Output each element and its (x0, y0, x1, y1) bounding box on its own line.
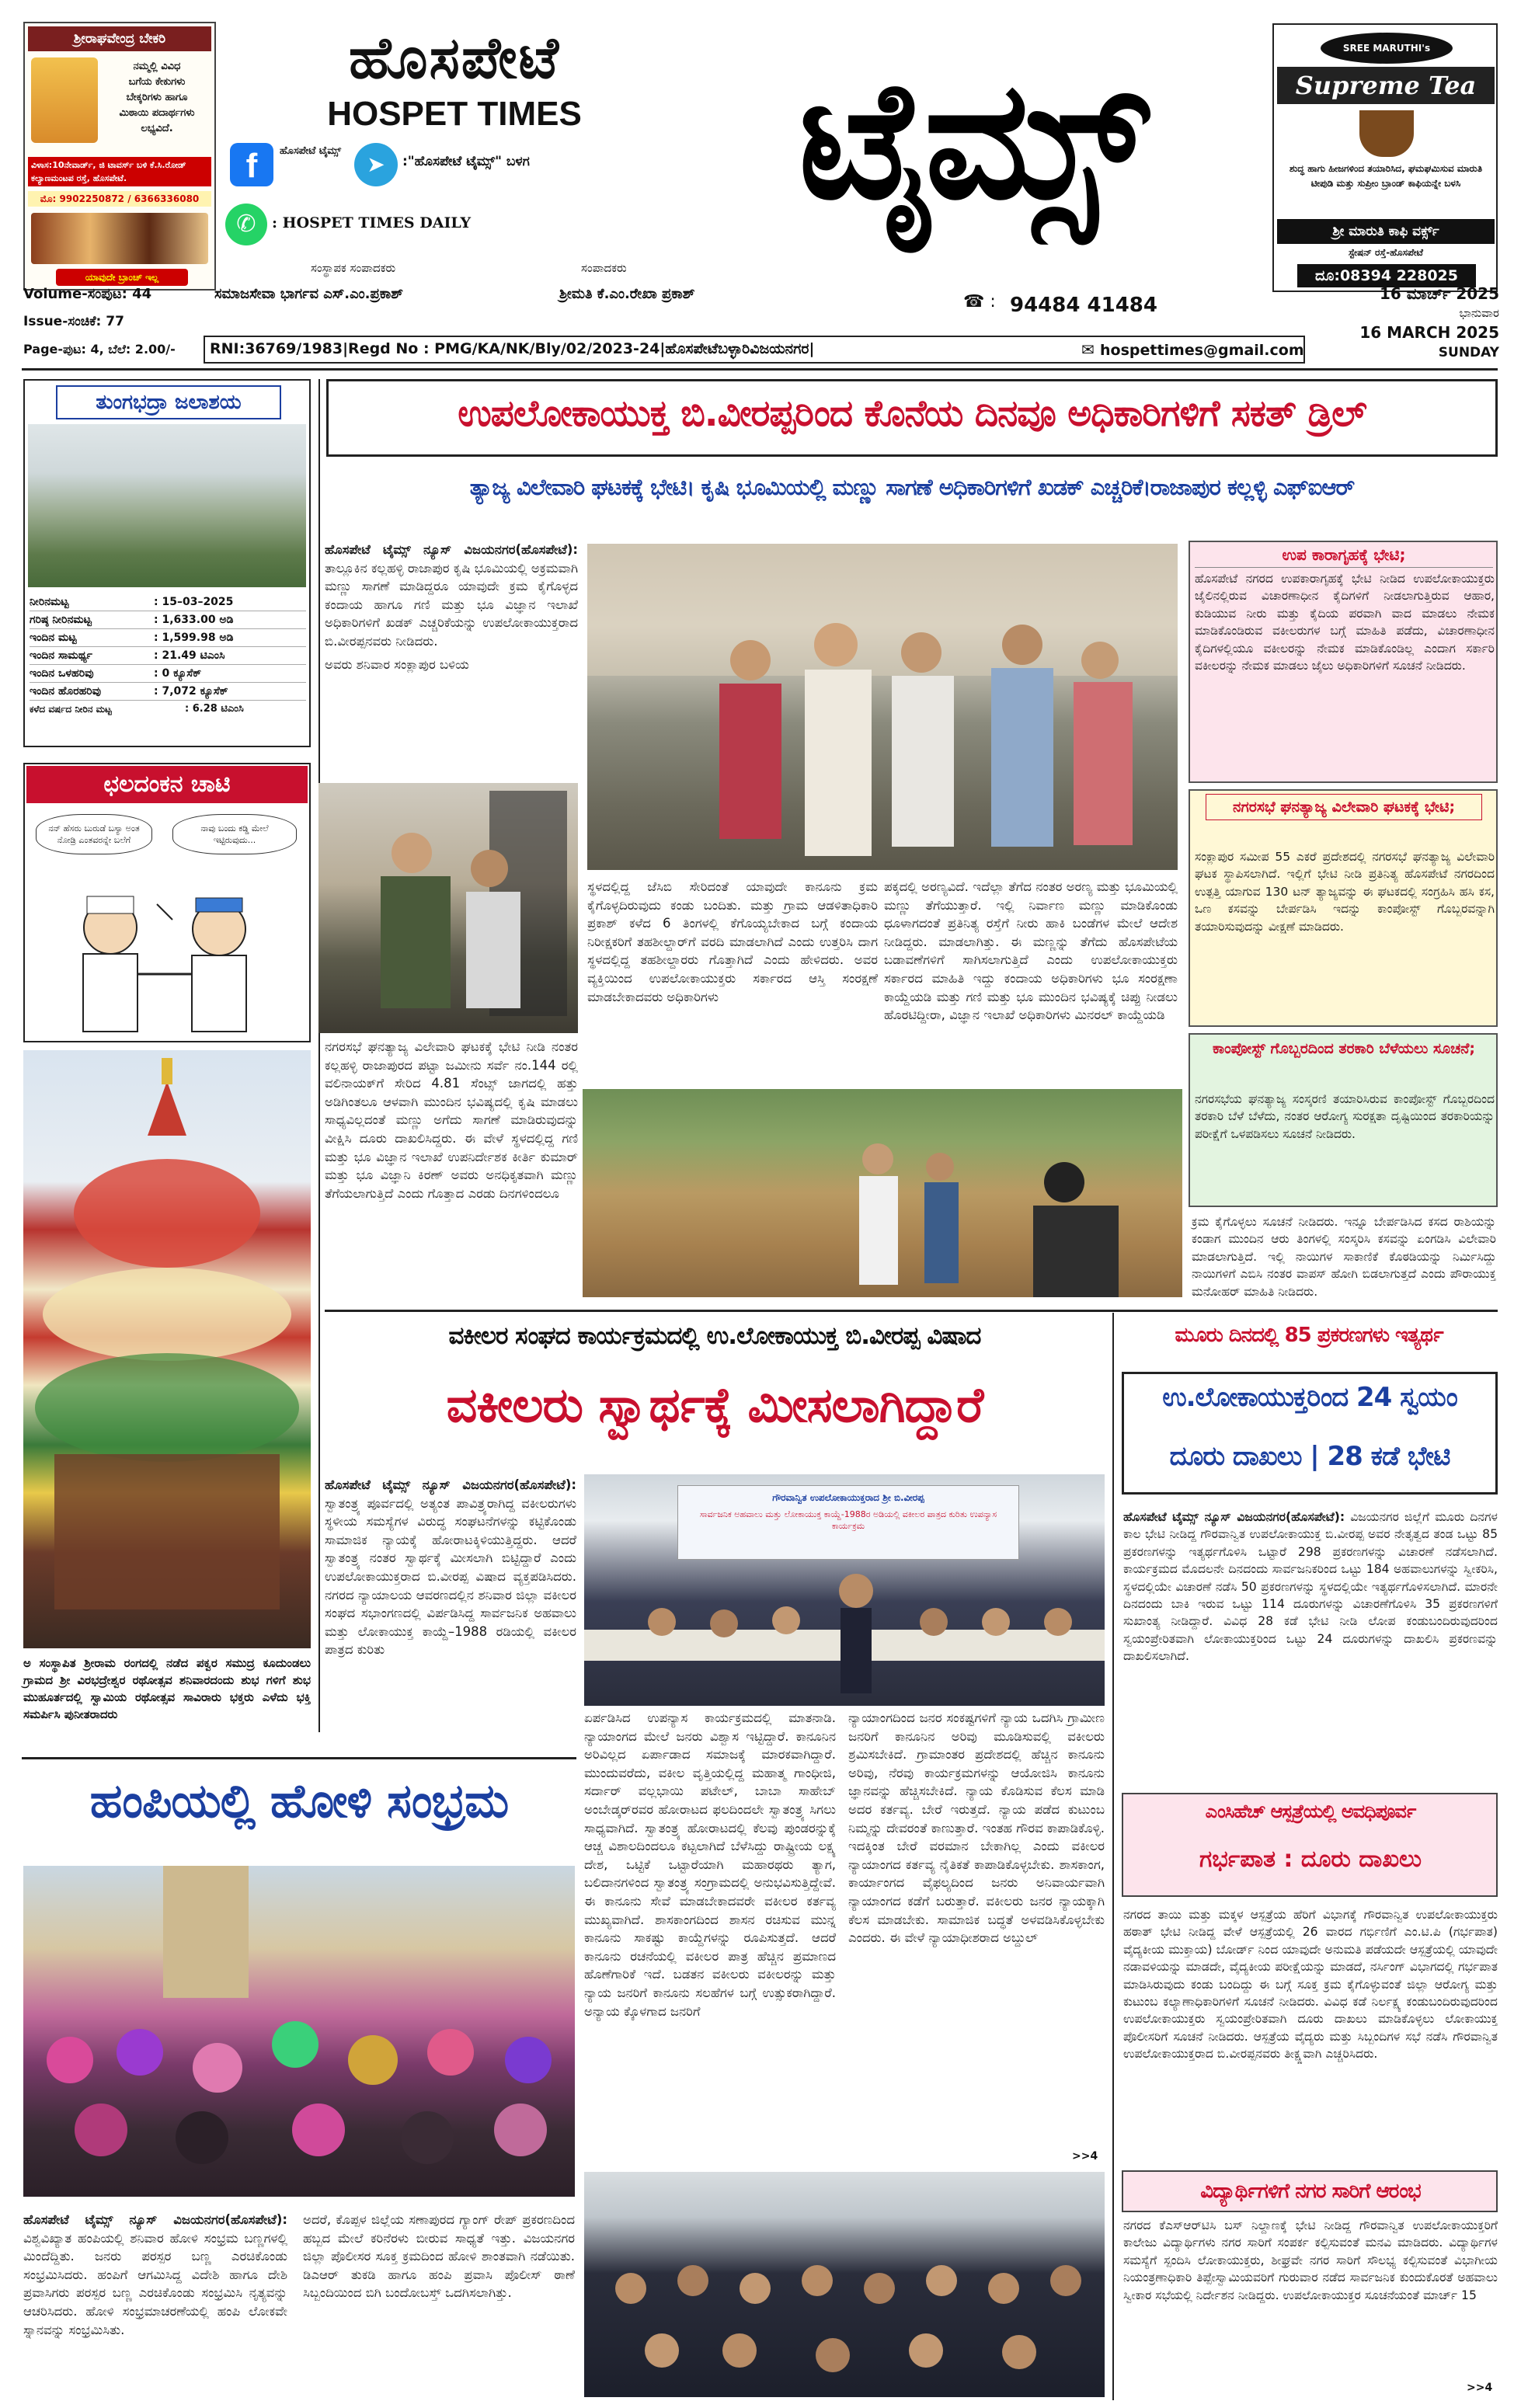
pages-price: Page-ಪುಟ: 4, ಬೆಲೆ: 2.00/- (23, 342, 176, 357)
facebook-label: ಹೊಸಪೇಟೆ ಟೈಮ್ಸ್ (280, 145, 342, 157)
probe-body (1123, 1508, 1498, 1665)
sidebox-waste-text: ಸಂಕ್ಲಾಪುರ ಸಮೀಪ 55 ಎಕರೆ ಪ್ರದೇಶದಲ್ಲಿ ನಗರಸಭೆ ಘನತ್ಯಾಜ್ಯ ವಿಲೇವಾರಿ ಘಟಕ ಸ್ಥಾಪಿಸಲಾಗಿದೆ. ಇಲ್ಲಿಗೆ ಭೇಟಿ ನೀಡಿ ಪ್ರತಿನಿತ್ಯ ಹೊಸಪೇಟೆ ನಗರದಿಂದ ಉತ್ಪತ್ತಿ ಯಾಗುವ 130 ಟನ್ ತ್ಯಾಜ್ಯವನ್ನು ಈ ಘಟಕದಲ್ಲಿ ಸಂಗ್ರಹಿಸಿ ಹಸಿ ಕಸ, ಒಣ ಕಸವನ್ನು ಬೇರ್ಪಡಿಸಿ ಇದನ್ನು ಕಾಂಪೋಸ್ಟ್ ಗೊಬ್ಬರವನ್ನಾಗಿ ತಯಾರಿಸುವುದನ್ನು ವೀಕ್ಷಣೆ ಮಾಡಿದರು. (1195, 850, 1495, 934)
chariot-photo (23, 1050, 311, 1648)
rni-text: RNI:36769/1983|Regd No : PMG/KA/NK/Bly/02/2023-24|ಹೊಸಪೇಟೆಬಳ್ಳಾರಿವಿಜಯನಗರ| (210, 340, 815, 357)
sidebox-compost-title: ಕಾಂಪೋಸ್ಟ್ ಗೊಬ್ಬರದಿಂದ ತರಕಾರಿ ಬೆಳೆಯಲು ಸೂಚನೆ; (1212, 1040, 1476, 1057)
ad-bakery-branch: ಯಾವುದೇ ಬ್ರಾಂಚ್ ಇಲ್ಲ (56, 269, 188, 286)
dam-row: ನೀರಿನಮಟ್ಟ : 15–03–2025 (30, 593, 306, 611)
dam-row: ಕಳೆದ ವರ್ಷದ ನೀರಿನ ಮಟ್ಟ : 6.28 ಟಿಎಂಸಿ (30, 703, 244, 715)
ad-tea-company: ಶ್ರೀ ಮಾರುತಿ ಕಾಫಿ ವರ್ಕ್ಸ್ (1277, 219, 1495, 244)
telegram-text: :"ಹೊಸಪೇಟೆ ಟೈಮ್ಸ್" ಬಳಗ (402, 154, 530, 169)
sidebox-compost (1189, 1033, 1498, 1207)
ad-tea-brand: Supreme Tea (1277, 67, 1495, 104)
ad-line: ಮಿಠಾಯಿ ಪದಾರ್ಥಗಳು ಲಭ್ಯವಿದೆ. (119, 107, 195, 134)
section-rule (325, 1310, 1498, 1312)
lawyers-more[interactable]: >>4 (1072, 2150, 1098, 2163)
dam-panel (23, 379, 311, 747)
probe-headline-1: ಉ.ಲೋಕಾಯುಕ್ತರಿಂದ 24 ಸ್ವಯಂ (1162, 1382, 1457, 1413)
day-en: SUNDAY (1438, 345, 1499, 360)
volume: Volume-ಸಂಪುಟ: 44 (23, 286, 152, 302)
holi-body: ವಿಶ್ವವಿಖ್ಯಾತ ಹಂಪಿಯಲ್ಲಿ ಶನಿವಾರ ಹೋಳಿ ಸಂಭ್ರಮ ಬಣ್ಣಗಳಲ್ಲಿ ಮಿಂದೆದ್ದಿತು. ಜನರು ಪರಸ್ಪರ ಬಣ್ಣ ಎರಚಿಕೊಂಡು ಸಂಭ್ರಮಿಸಿದರು. ಹಂಪಿಗೆ ಆಗಮಿಸಿದ್ದ ವಿದೇಶಿ ಹಾಗೂ ದೇಶಿ ಪ್ರವಾಸಿಗರು ಪರಸ್ಪರ ಬಣ್ಣ ಎರಚಿಕೊಂಡು ಸಂಭ್ರಮಿಸಿ ನೃತ್ಯವನ್ನು ಆಚರಿಸಿದರು. ಹೋಳಿ ಸಂಭ್ರಮಾಚರಣೆಯಲ್ಲಿ ಹಂಪಿ ಲೋಕವೇ ಸ್ನಾನವನ್ನು ಸಂಭ್ರಮಿಸಿತು. (23, 2230, 287, 2337)
inspection-photo-small (318, 783, 578, 1033)
whatsapp-icon[interactable]: ✆ (225, 204, 267, 245)
dam-row: ಇಂದಿನ ಹೊರಹರಿವು : 7,072 ಕ್ಯೂಸೆಕ್ (30, 683, 306, 701)
issue: Issue-ಸಂಚಿಕೆ: 77 (23, 314, 124, 329)
ad-tea (1272, 23, 1498, 292)
probe-kicker: ಮೂರು ದಿನದಲ್ಲಿ 85 ಪ್ರಕರಣಗಳು ಇತ್ಯರ್ಥ (1175, 1324, 1443, 1347)
date-en: 16 MARCH 2025 (1359, 323, 1499, 342)
ad-bakery-mobile: ಮೊ: 9902250872 / 6366336080 (28, 191, 211, 207)
lead-col1-cont: ನಗರಸಭೆ ಘನತ್ಯಾಜ್ಯ ವಿಲೇವಾರಿ ಘಟಕಕ್ಕೆ ಭೇಟಿ ನೀಡಿ ನಂತರ ಕಲ್ಲಹಳ್ಳಿ ರಾಜಾಪುರದ ಪಟ್ಟಾ ಜಮೀನು ಸರ್ವೆ ನಂ.144 ರಲ್ಲಿ ವಲಿನಾಯಕ್‌ಗೆ ಸೇರಿದ 4.81 ಸೆಂಟ್ಸ್ ಜಾಗದಲ್ಲಿ ಹತ್ತು ಅಡಿಗಿಂತಲೂ ಆಳವಾಗಿ ಮುಂದಿನ ಭವಿಷ್ಯದಲ್ಲಿ ಕೃಷಿ ಮಾಡಲು ಸಾಧ್ಯವಿಲ್ಲದಂತೆ ಮಣ್ಣು ಅಗೆದು ಸಾಗಣೆ ಮಾಡಿರುವುದನ್ನು ವೀಕ್ಷಿಸಿ ದೂರು ದಾಖಲಿಸಿದ್ದರು. ಈ ವೇಳೆ ಸ್ಥಳದಲ್ಲಿದ್ದ ಗಣಿ ಮತ್ತು ಭೂ ವಿಜ್ಞಾನ ಇಲಾಖೆ ಉಪನಿರ್ದೇಶಕ ಕೀರ್ತಿ ಕುಮಾರ್ ಮತ್ತು ಭೂ ವಿಜ್ಞಾನಿ ಕಿರಣ್ ಅವರು ಅನಧಿಕೃತವಾಗಿ ಮಣ್ಣು ತೆಗೆಯಲಾಗುತ್ತಿದೆ ಎಂದು ಗೊತ್ತಾದ ಎರಡು ದಿನಗಳಿಂದಲೂ (325, 1039, 578, 1201)
probe-headline-box (1122, 1372, 1498, 1495)
bakery-icon (31, 57, 98, 143)
left-col-rule (318, 379, 320, 1732)
lawyers-audience-photo (584, 2172, 1105, 2397)
ad-bakery-lines (103, 59, 211, 137)
lead-col3: ಪಕ್ಕದಲ್ಲಿ ಅರಣ್ಯವಿದೆ. ಇದೆಲ್ಲಾ ತೆಗೆದ ನಂತರ ಅರಣ್ಯ ಮತ್ತು ಭೂಮಿಯಲ್ಲಿ ಮಣ್ಣು ತೆಗೆಯುತ್ತಾರೆ. ಇಲ್ಲಿ ನಿರ್ವಾಣ ಮಣ್ಣು ಮಾಡಿಕೊಂಡು ಧೂಳಾಗದಂತೆ ಪ್ರತಿನಿತ್ಯ ರಸ್ತೆಗೆ ನೀರು ಹಾಕಿ ಬಂಡೆಗಳ ಮೇಲೆ ಆದೇಶ ನೀಡಿದ್ದರು. ಮಾಡಲಾಗಿತ್ತು. ಈ ಮಣ್ಣನ್ನು ತೆಗೆದು ಹೊಸಪೇಟೆಯ ಬಡಾವಣೆಗಳಿಗೆ ಸಾಗಿಸಲಾಗುತ್ತಿದೆ ಎಂದು ಉಪಲೋಕಾಯುಕ್ತರು ಸರ್ಕಾರದ ಮಾಹಿತಿ ಇದ್ದು ಕಂದಾಯ ಅಧಿಕಾರಿಗಳು ಭೂ ಸಂರಕ್ಷಣಾ ಕಾಯ್ದೆಯಡಿ ಮತ್ತು ಗಣಿ ಮತ್ತು ಭೂ ಮುಂದಿನ ಭವಿಷ್ಯಕ್ಕೆ ಚಿಪ್ಪು ನೀಡಲು ಹೊರಟಿದ್ದೀರಾ, ವಿಜ್ಞಾನ ಇಲಾಖೆ ಅಧಿಕಾರಿಗಳು ಮಿನರಲ್ ಕಾಯ್ದೆಯಡಿ (884, 879, 1178, 1023)
students-more[interactable]: >>4 (1467, 2382, 1493, 2394)
inspection-photo-figures (318, 783, 578, 1033)
dam-photo (28, 424, 306, 587)
dam-row: ಇಂದಿನ ಒಳಹರಿವು : 0 ಕ್ಯೂಸೆಕ್ (30, 665, 306, 683)
sidebox-jail (1189, 541, 1498, 783)
ad-tea-address: ಸ್ಟೇಷನ್ ರಸ್ತೆ-ಹೊಸಪೇಟೆ (1348, 247, 1424, 258)
students-body: ನಗರದ ಕೆಎಸ್‌ಆರ್‌ಟಿಸಿ ಬಸ್ ನಿಲ್ದಾಣಕ್ಕೆ ಭೇಟಿ ನೀಡಿದ್ದ ಗೌರವಾನ್ವಿತ ಉಪಲೋಕಾಯುಕ್ತರಿಗೆ ಕಾಲೇಜು ವಿದ್ಯಾರ್ಥಿಗಳು ನಗರ ಸಾರಿಗೆ ಸಂಪರ್ಕ ಕಲ್ಪಿಸುವಂತೆ ಮನವಿ ಮಾಡಿದರು. ವಿದ್ಯಾರ್ಥಿಗಳ ಸಮಸ್ಯೆಗೆ ಸ್ಪಂದಿಸಿ ಲೋಕಾಯುಕ್ತರು, ಶೀಘ್ರವೇ ನಗರ ಸಾರಿಗೆ ಸೌಲಭ್ಯ ಕಲ್ಪಿಸುವಂತೆ ವಿಭಾಗೀಯ ನಿಯಂತ್ರಣಾಧಿಕಾರಿ ತಿಪ್ಪೇಸ್ವಾಮಿಯವರಿಗೆ ಗುರುವಾರ ನಡೆದ ಸಾರ್ವಜನಿಕ ಕುಂದುಕೊರತೆ ಅಹವಾಲು ಸ್ವೀಕಾರ ಸಭೆಯಲ್ಲಿ ನಿರ್ದೇಶನ ನೀಡಿದ್ದರು. ಉಪಲೋಕಾಯುಕ್ತರ ಸೂಚನೆಯಂತೆ ಮಾರ್ಚ್ 15 (1123, 2218, 1498, 2302)
holi-headline: ಹಂಪಿಯಲ್ಲಿ ಹೋಳಿ ಸಂಭ್ರಮ (89, 1774, 509, 1829)
masthead-big-title: ಟೈಮ್ಸ್ (799, 43, 1143, 235)
lawyers-col2: ಏರ್ಪಡಿಸಿದ ಉಪನ್ಯಾಸ ಕಾರ್ಯಕ್ರಮದಲ್ಲಿ ಮಾತನಾಡಿ. ನ್ಯಾಯಾಂಗದ ಮೇಲೆ ಜನರು ವಿಶ್ವಾಸ ಇಟ್ಟಿದ್ದಾರೆ. ಕಾನೂನಿನ ಅರಿವಿಲ್ಲದ ಏರ್ಪಾಡಾದ ಸಮಾಜಕ್ಕೆ ಮಾರಕವಾಗಿದ್ದಾರೆ. ಮುಂದುವರೆದು, ವಕೀಲ ವೃತ್ತಿಯಲ್ಲಿದ್ದ ಮಹಾತ್ಮ ಗಾಂಧೀಜಿ, ಸರ್ದಾರ್ ವಲ್ಲಭಾಯಿ ಪಟೇಲ್, ಬಾಬಾ ಸಾಹೇಬ್ ಅಂಬೇಡ್ಕರ್‌ರವರ ಹೋರಾಟದ ಫಲದಿಂದಲೇ ಸ್ವಾತಂತ್ರ್ಯ ಸಿಗಲು ಸಾಧ್ಯವಾಗಿದೆ. ಸ್ವಾತಂತ್ರ್ಯ ಹೋರಾಟದಲ್ಲಿ ಕೆಲವು ಪುಂಡರನ್ನುಕ್ಕೆ ಆಚ್ಚ ವಿಶಾಲದಿಂದಲೂ ಕಟ್ಟಲಾಗಿದೆ ಬೆಳೆಸಿದ್ದು ರಾಷ್ಟ್ರೀಯ ಲಕ್ಷ್ಯ ದೇಶ, ಒಟ್ಟಿಕೆ ಒಟ್ಟಾರೆಯಾಗಿ ಮಹಾರಥರು ತ್ಯಾಗ, ಬಲಿದಾನಗಳಿಂದ ಸ್ವಾತಂತ್ರ್ಯ ಸಂಗ್ರಾಮದಲ್ಲಿ ಅನುಭವಿಸುತ್ತಿದ್ದೇವೆ. ಈ ಕಾನೂನು ಸೇವೆ ಮಾಡಬೇಕಾದವರೇ ವಕೀಲರ ಕರ್ತವ್ಯ ಮುಖ್ಯವಾಗಿದೆ. ಶಾಸಕಾಂಗದಿಂದ ಶಾಸನ ರಚಿಸುವ ಮುನ್ನ ಕಾನೂನು ಸಾಕಷ್ಟು ಕಾಯ್ದೆಗಳನ್ನು ರೂಪಿಸುತ್ತದೆ. ಆದರೆ ಕಾನೂನು ರಚನೆಯಲ್ಲಿ ವಕೀಲರ ಪಾತ್ರ ಹೆಚ್ಚಿನ ಪ್ರಮಾಣದ ಹೊಣೆಗಾರಿಕೆ ಇದೆ. ಬಡತನ ವಕೀಲರು ವಕೀಲರನ್ನು ಮತ್ತು ನ್ಯಾಯ ಜನರಿಗೆ ಕಾನೂನು ಸಲಹೆಗಳ ಬಗ್ಗೆ ಉತ್ಸುಕರಾಗಿದ್ದಾರೆ. ಅನ್ಯಾಯ ಕ್ಕೊಳಗಾದ ಜನರಿಗೆ (584, 1710, 836, 2019)
telegram-icon[interactable]: ➤ (354, 143, 398, 186)
masthead-phone: 94484 41484 (1010, 294, 1157, 317)
editor-name: ಶ್ರೀಮತಿ ಕೆ.ಎಂ.ರೇಖಾ ಪ್ರಕಾಶ್ (559, 286, 695, 302)
lead-col2: ಸ್ಥಳದಲ್ಲಿದ್ದ ಜೆಸಿಬಿ ಸೇರಿದಂತೆ ಯಾವುದೇ ಕಾನೂನು ಕ್ರಮ ಕೈಗೊಳ್ಳದಿರುವುದು ಕಂಡು ಬಂದಿತು. ಮತ್ತು ಗ್ರಾಮ ಆಡಳಿತಾಧಿಕಾರಿ ಪ್ರಕಾಶ್ ಕಳೆದ 6 ತಿಂಗಳಲ್ಲಿ ಕೆಗೊಯ್ಯಬೇಕಾದ ಬಗ್ಗೆ ಕಂದಾಯ ನಿರೀಕ್ಷಕರಿಗೆ ತಹಶೀಲ್ದಾರ್‌ಗೆ ವರದಿ ಮಾಡಲಾಗಿದೆ ಎಂದು ಉತ್ತರಿಸಿ ದಾಗ ಸ್ಥಳದಲ್ಲಿದ್ದ ತಹಶೀಲ್ದಾರರು ಗೊತ್ತಾಗಿದೆ ಎಂದು ಹೇಳಿದರು. ಅವರ ವ್ಯಕ್ತಿಯಿಂದ ಉಪಲೋಕಾಯುಕ್ತರು ಸರ್ಕಾರದ ಆಸ್ತಿ ಸಂರಕ್ಷಣೆ ಮಾಡಬೇಕಾದವರು ಅಧಿಕಾರಿಗಳು (587, 879, 878, 1004)
cake-photo (31, 213, 208, 264)
founder-label: ಸಂಸ್ಥಾಪಕ ಸಂಪಾದಕರು (311, 261, 396, 275)
dam-title: ತುಂಗಭದ್ರಾ ಜಲಾಶಯ (56, 385, 281, 419)
lead-byline: ಹೊಸಪೇಟೆ ಟೈಮ್ಸ್ ನ್ಯೂಸ್ ವಿಜಯನಗರ(ಹೊಸಪೇಟೆ): (325, 542, 578, 557)
lawyers-col-rule (1112, 1313, 1114, 2400)
whatsapp-text: : HOSPET TIMES DAILY (272, 214, 472, 231)
cartoon-bubble-2: ನಾವು ಬಂದು ಕಡ್ಡಿ ಮೇಲೆ ಇಟ್ಟಿರುವುದು... (172, 814, 297, 854)
event-figures (584, 1474, 1105, 1706)
lead-headline: ಉಪಲೋಕಾಯುಕ್ತ ಬಿ.ವೀರಪ್ಪರಿಂದ ಕೊನೆಯ ದಿನವೂ ಅಧಿಕಾರಿಗಳಿಗೆ ಸಕತ್ ಡ್ರಿಲ್ (458, 392, 1366, 435)
tea-cup-icon (1359, 110, 1414, 157)
cartoon-panel (23, 763, 311, 1042)
ad-tea-text: ಶುದ್ಧ ಹಾಗು ಹೀಜಗಳಿಂದ ತಯಾರಿಸಿದ, ಘಮಘಮಿಸುವ ಮಾರುತಿ ಟೀಪುಡಿ ಮತ್ತು ಸುಪ್ರೀಂ ಬ್ರಾಂಡ್ ಕಾಫಿಯನ್ನೇ ಬಳಸಿ (1289, 163, 1483, 189)
event-banner-line1: ಗೌರವಾನ್ವಿತ ಉಪಲೋಕಾಯುಕ್ತರಾದ ಶ್ರೀ ಬಿ.ವೀರಪ್ಪ (772, 1492, 924, 1503)
ad-tea-brand-top: SREE MARUTHI's (1321, 33, 1453, 64)
probe-headline-2: ದೂರು ದಾಖಲು | 28 ಕಡೆ ಭೇಟಿ (1169, 1441, 1450, 1472)
lead-body: ತಾಲ್ಲೂಕಿನ ಕಲ್ಲಹಳ್ಳಿ ರಾಜಾಪುರ ಕೃಷಿ ಭೂಮಿಯಲ್ಲಿ ಅಕ್ರಮವಾಗಿ ಮಣ್ಣು ಸಾಗಣೆ ಮಾಡಿದ್ದರೂ ಯಾವುದೇ ಕ್ರಮ ಕೈಗೊಳ್ಳದ ಕಂದಾಯ ಹಾಗೂ ಗಣಿ ಮತ್ತು ಭೂ ವಿಜ್ಞಾನ ಇಲಾಖೆ ಅಧಿಕಾರಿಗಳಿಗೆ ಖಡಕ್ ಎಚ್ಚರಿಕೆಯನ್ನು ಉಪಲೋಕಾಯುಕ್ತರಾದ ಬಿ.ವೀರಪ್ಪನವರು ನೀಡಿದರು. (325, 560, 578, 649)
holi-col1 (23, 2211, 287, 2339)
lawyers-event-photo (584, 1474, 1105, 1706)
holi-rule (22, 1757, 576, 1759)
lead-right-cont: ಕ್ರಮ ಕೈಗೊಳ್ಳಲು ಸೂಚನೆ ನೀಡಿದರು. ಇನ್ನೂ ಬೇರ್ಪಡಿಸಿದ ಕಸದ ರಾಶಿಯನ್ನು ಕಂಡಾಗ ಮುಂದಿನ ಆರು ತಿಂಗಳಲ್ಲಿ ಸಂಸ್ಕರಿಸಿ ಕಸವನ್ನು ಏಂಗಡಿಸಿ ವಿಲೇವಾರಿ ಮಾಡಲಾಗುತ್ತಿದೆ. ಇಲ್ಲಿ ನಾಯಿಗಳ ಸಾಕಾಣಿಕೆ ಕೊಠಡಿಯನ್ನು ನಿರ್ಮಿಸಿದ್ದು ನಾಯಿಗಳಿಗೆ ಎಬಿಸಿ ನಂತರ ವಾಪಸ್ ಹೋಗಿ ಬಿಡಲಾಗುತ್ತದೆ ಎಂದು ಪೌರಾಯುಕ್ತ ಮನೋಹರ್ ಮಾಹಿತಿ ನೀಡಿದರು. (1192, 1215, 1496, 1299)
lawyers-byline: ಹೊಸಪೇಟೆ ಟೈಮ್ಸ್ ನ್ಯೂಸ್ ವಿಜಯನಗರ(ಹೊಸಪೇಟೆ): (325, 1477, 576, 1492)
ad-line: ನಮ್ಮಲ್ಲಿ ವಿವಿಧ (133, 61, 181, 72)
lawyers-headline: ವಕೀಲರು ಸ್ವಾರ್ಥಕ್ಕೆ ಮೀಸಲಾಗಿದ್ದಾರೆ (446, 1376, 983, 1433)
hospital-kicker: ಎಂಸಿಹೆಚ್ ಆಸ್ಪತ್ರೆಯಲ್ಲಿ ಅವಧಿಪೂರ್ವ (1205, 1801, 1416, 1822)
holi-photo (23, 1866, 575, 2197)
sidebox-waste (1189, 789, 1498, 1027)
lawyers-body: ಸ್ವಾತಂತ್ರ್ಯ ಪೂರ್ವದಲ್ಲಿ ಅತ್ಯಂತ ಪಾವಿತ್ರ್ಯರಾಗಿದ್ದ ವಕೀಲರುಗಳು ಸ್ಥಳೀಯ ಸಮಸ್ಯೆಗಳ ವಿರುದ್ಧ ಸಂಘಟನೆಗಳನ್ನು ಕಟ್ಟಿಕೊಂಡು ಸಾಮಾಜಿಕ ನ್ಯಾಯಕ್ಕೆ ಹೋರಾಟಕ್ಕಿಳಿಯುತ್ತಿದ್ದರು. ಆದರೆ ಸ್ವಾತಂತ್ರ್ಯ ನಂತರ ಸ್ವಾರ್ಥಕ್ಕೆ ಮೀಸಲಾಗಿ ಬಿಟ್ಟಿದ್ದಾರೆ ಎಂದು ಉಪಲೋಕಾಯುಕ್ತರಾದ ಬಿ.ವೀರಪ್ಪ ವಿಷಾದ ವ್ಯಕ್ತಪಡಿಸಿದರು. ನಗರದ ನ್ಯಾಯಾಲಯ ಆವರಣದಲ್ಲಿನ ಶನಿವಾರ ಜಿಲ್ಲಾ ವಕೀಲರ ಸಂಘದ ಸಭಾಂಗಣದಲ್ಲಿ ವಿರ್ಪಡಿಸಿದ್ದ ಸಾರ್ವಜನಿಕ ಅಹವಾಲು ಮತ್ತು ಲೋಕಾಯುಕ್ತ ಕಾಯ್ದೆ–1988 ರಡಿಯಲ್ಲಿ ವಕೀಲರ ಪಾತ್ರದ ಕುರಿತು (325, 1495, 576, 1658)
date-kn: 16 ಮಾರ್ಚ್ 2025 (1379, 284, 1499, 303)
inspection-photo-figures (587, 544, 1178, 870)
dam-row: ಇಂದಿನ ಸಾಮರ್ಥ್ಯ : 21.49 ಟಿಎಂಸಿ (30, 647, 306, 665)
lead-subhead: ತ್ಯಾಜ್ಯ ವಿಲೇವಾರಿ ಘಟಕಕ್ಕೆ ಭೇಟಿ। ಕೃಷಿ ಭೂಮಿಯಲ್ಲಿ ಮಣ್ಣು ಸಾಗಣೆ ಅಧಿಕಾರಿಗಳಿಗೆ ಖಡಕ್ ಎಚ್ಚರಿಕೆ।ರಾಜಾಪುರ ಕಲ್ಲಳ್ಳಿ ಎಫ್‌ಐಆರ್ (469, 474, 1355, 500)
event-banner-line2: ಸಾರ್ವಜನಿಕ ಅಹವಾಲು ಮತ್ತು ಲೋಕಾಯುಕ್ತ ಕಾಯ್ದೆ-1988ರ ಅಡಿಯಲ್ಲಿ ವಕೀಲರ ಪಾತ್ರದ ಕುರಿತು ಉಪನ್ಯಾಸ ಕಾರ್ಯಕ್ರಮ (699, 1509, 997, 1531)
lawyers-col1 (325, 1476, 576, 1659)
sidebox-jail-title: ಉಪ ಕಾರಾಗೃಹಕ್ಕೆ ಭೇಟಿ; (1195, 545, 1493, 568)
ad-bakery (23, 22, 216, 291)
lead-body: ಅವರು ಶನಿವಾರ ಸಂಕ್ಲಾಪುರ ಬಳಿಯ (325, 656, 469, 672)
students-headline-box (1122, 2170, 1498, 2212)
holi-byline: ಹೊಸಪೇಟೆ ಟೈಮ್ಸ್ ನ್ಯೂಸ್ ವಿಜಯನಗರ(ಹೊಸಪೇಟೆ): (23, 2212, 287, 2227)
masthead-rule (22, 368, 1498, 371)
cartoon-bubble-1: ನನ್ ಹೆಸರು ಬುರುಡೆ ಬಸ್ಯಾ ಅಂತ ನೋಡ್ರಿ ಎಂತವರನ್ನೇ ಬಲೆಗೆ (36, 814, 152, 854)
email[interactable]: hospettimes@gmail.com (1100, 342, 1304, 359)
chariot-caption: ಅ ಸಂಸ್ಥಾಪಿತ ಶ್ರೀರಾಮ ರಂಗದಲ್ಲಿ ನಡೆದ ಪಕ್ವರ ಸಮುದ್ರ ಕೂದುಂಡಲು ಗ್ರಾಮದ ಶ್ರೀ ವಿರಭದ್ರೇಶ್ವರ ರಥೋತ್ಸವ ಶನಿವಾರದಂದು ಶುಭ ಗಳಿಗೆ ಶುಭ ಮುಹೂರ್ತದಲ್ಲಿ ಸ್ವಾಮಿಯ ರಥೋತ್ಸವ ಸಾವಿರಾರು ಭಕ್ತರು ಎಳೆದು ಭಕ್ತಿ ಸಮರ್ಪಿಸಿ ಪುನೀತರಾದರು (23, 1656, 311, 1721)
holi-col2: ಅದರೆ, ಕೊಪ್ಪಳ ಜಿಲ್ಲೆಯ ಸಣಾಪುರದ ಗ್ಯಾಂಗ್ ರೇಪ್ ಪ್ರಕರಣದಿಂದ ಹಬ್ಬದ ಮೇಲೆ ಕರಿನೆರಳು ಬೀರುವ ಸಾಧ್ಯತೆ ಇತ್ತು. ವಿಜಯನಗರ ಜಿಲ್ಲಾ ಪೊಲೀಸರ ಸೂಕ್ತ ಕ್ರಮದಿಂದ ಹೋಳಿ ಶಾಂತವಾಗಿ ನಡೆಯಿತು. ಡಿಎಆರ್ ತುಕಡಿ ಹಾಗೂ ಹಂಪಿ ಪ್ರವಾಸಿ ಪೊಲೀಸ್ ಠಾಣೆ ಸಿಬ್ಬಂದಿಯಿಂದ ಬಿಗಿ ಬಂದೋಬಸ್ತ್ ಒದಗಿಸಲಾಗಿತ್ತು. (303, 2212, 575, 2301)
dam-row: ಇಂದಿನ ಮಟ್ಟ : 1,599.98 ಅಡಿ (30, 629, 306, 647)
rni-bar (204, 336, 1305, 364)
hospital-body: ನಗರದ ತಾಯಿ ಮತ್ತು ಮಕ್ಕಳ ಆಸ್ಪತ್ರೆಯ ಹೆರಿಗೆ ವಿಭಾಗಕ್ಕೆ ಗೌರವಾನ್ವಿತ ಉಪಲೋಕಾಯುಕ್ತರು ಹಠಾತ್ ಭೇಟಿ ನೀಡಿದ್ದ ವೇಳೆ ಆಸ್ಪತ್ರೆಯಲ್ಲಿ 26 ವಾರದ ಗರ್ಭಿಣಿಗೆ ಎಂ.ಟಿ.ಪಿ (ಗರ್ಭಪಾತ) ವೈದ್ಯಕೀಯ ಮುಕ್ತಾಯ) ಬೋರ್ಡ್ ನಿಂದ ಯಾವುದೇ ಅನುಮತಿ ಪಡೆಯದೇ ಆಸ್ಪತ್ರೆಯಲ್ಲಿ ಯಾವುದೇ ನಡಾವಳಿಯನ್ನು ಮಾಡದೇ, ವೈದ್ಯಕೀಯ ಪರೀಕ್ಷೆಯನ್ನು ಮಾಡದೆ, ನರ್ಸಿಂಗ್ ವಿಭಾಗದಲ್ಲಿ ಗರ್ಭಪಾತ ಮಾಡಿಸಿರುವುದು ಕಂಡು ಬಂದಿದ್ದು ಈ ಬಗ್ಗೆ ಸೂಕ್ತ ಕ್ರಮ ಕೈಗೊಳ್ಳುವಂತೆ ಜಿಲ್ಲಾ ಆರೋಗ್ಯ ಮತ್ತು ಕುಟುಂಬ ಕಲ್ಯಾಣಾಧಿಕಾರಿಗಳಿಗೆ ಸೂಚನೆ ನೀಡಿದರು. ವಿವಿಧ ಕಡೆ ನಿರ್ಲಕ್ಷ್ಯ ಕಂಡುಬಂದಿರುವುದರಿಂದ ಉಪಲೋಕಾಯುಕ್ತರು ಸ್ವಯಂಪ್ರೇರಿತವಾಗಿ ದೂರು ದಾಖಲು ಮಾಡಿಕೊಳ್ಳಲು ಲೋಕಾಯುಕ್ತ ಪೊಲೀಸರಿಗೆ ಸೂಚನೆ ನೀಡಿದರು. ಆಸ್ಪತ್ರೆಯ ವೈದ್ಯರು ಮತ್ತು ಸಿಬ್ಬಂದಿಗಳ ಸಭೆ ನಡೆಸಿ ಗೌರವಾನ್ವಿತ ಉಪಲೋಕಾಯುಕ್ತರಾದ ಬಿ.ವೀರಪ್ಪನವರು ತೀಕ್ಷ್ಣವಾಗಿ ಎಚ್ಚರಿಸಿದರು. (1123, 1908, 1498, 2062)
audience-figures (584, 2172, 1105, 2397)
inspection-photo-main (587, 544, 1178, 870)
ad-tea-phone: ದೂ:08394 228025 (1297, 264, 1476, 287)
soil-site-figures (583, 1089, 1182, 1297)
soil-site-photo (583, 1089, 1182, 1297)
phone-icon: ☎ : (963, 292, 996, 311)
cartoon-drawing (40, 881, 297, 1036)
ad-bakery-address: ವಿಳಾಸ:10ನೇವಾರ್ಡ್, ಜಿ ಟಾವರ್ಸ್‌ ಬಳಿ ಕೆ.ಸಿ.ರೋಡ್ ಕಲ್ಯಾಣಮಂಟಪ ರಸ್ತೆ, ಹೊಸಪೇಟೆ. (28, 157, 211, 186)
ad-line: ಬಗೆಯ ಕೇಕುಗಳು (128, 76, 186, 88)
cartoon-title: ಛಲದಂಕನ ಚಾಟಿ (26, 766, 308, 803)
chariot-drawing (23, 1050, 311, 1648)
masthead-title-en: HOSPET TIMES (327, 95, 582, 133)
day-kn: ಭಾನುವಾರ (1459, 306, 1499, 320)
email-icon: ✉ (1081, 340, 1095, 359)
dam-row: ಗರಿಷ್ಠ ನೀರಿನಮಟ್ಟ : 1,633.00 ಅಡಿ (30, 611, 306, 629)
probe-text: ವಿಜಯನಗರ ಜಿಲ್ಲೆಗೆ ಮೂರು ದಿನಗಳ ಕಾಲ ಭೇಟಿ ನೀಡಿದ್ದ ಗೌರವಾನ್ವಿತ ಉಪಲೋಕಾಯುಕ್ತ ಬಿ.ವೀರಪ್ಪ ಅವರ ನೇತೃತ್ವದ ತಂಡ ಒಟ್ಟು 85 ಪ್ರಕರಣಗಳನ್ನು ಇತ್ಯರ್ಥಗೊಳಿಸಿ ಒಟ್ಟಾರೆ 298 ಪ್ರಕರಣಗಳನ್ನು ವಿಚಾರಣೆ ನಡೆಸಲಾಗಿದೆ. ಕಾರ್ಯಕ್ರಮದ ಮೊದಲನೇ ದಿನದಂದು ಸಾರ್ವಜನಿಕರಿಂದ ಒಟ್ಟು 184 ಅಹವಾಲುಗಳನ್ನು ಸ್ವೀಕರಿಸಿ, ಸ್ಥಳದಲ್ಲಿಯೇ ವಿಚಾರಣೆ ನಡೆಸಿ 50 ಪ್ರಕರಣಗಳನ್ನು ಸ್ಥಳದಲ್ಲಿಯೇ ಇತ್ಯರ್ಥಗೊಳಿಸಲಾಗಿದೆ. ಮಾರನೇ ದಿನದಂದು ಬಾಕಿ ಇರುವ ಒಟ್ಟು 114 ದೂರುಗಳನ್ನು ವಿಚಾರಣೆಗೊಳಿಸಿ 35 ಪ್ರಕರಣಗಳಿಗೆ ಸುಖಾಂತ್ಯ ನೀಡಿದ್ದಾರೆ. ವಿವಿಧ 28 ಕಡೆ ಭೇಟಿ ನೀಡಿ ಲೋಪ ಕಂಡುಬಂದಿರುವುದರಿಂದ ಸ್ವಯಂಪ್ರೇರಿತವಾಗಿ ಲೋಕಾಯುಕ್ತರಿಂದ ಒಟ್ಟು 24 ದೂರುಗಳನ್ನು ದಾಖಲಿಸಿ ಪ್ರಕರಣವನ್ನು ದಾಖಲಿಸಲಾಗಿದೆ. (1123, 1510, 1498, 1664)
facebook-icon[interactable]: f (230, 143, 273, 186)
sidebox-compost-text: ನಗರಸಭೆಯ ಘನತ್ಯಾಜ್ಯ ಸಂಸ್ಕರಣಿ ತಯಾರಿಸಿರುವ ಕಾಂಪೋಸ್ಟ್ ಗೊಬ್ಬರದಿಂದ ತರಕಾರಿ ಬೆಳೆ ಬೆಳೆದು, ನಂತರ ಆರೋಗ್ಯ ಸುರಕ್ಷತಾ ದೃಷ್ಟಿಯಿಂದ ತರಕಾರಿಯನ್ನು ಪರೀಕ್ಷೆಗೆ ಒಳಪಡಿಸಲು ಸೂಚನೆ ನೀಡಿದರು. (1195, 1092, 1495, 1141)
masthead-title-kn: ಹೊಸಪೇಟೆ (349, 25, 560, 92)
lawyers-kicker: ವಕೀಲರ ಸಂಘದ ಕಾರ್ಯಕ್ರಮದಲ್ಲಿ ಉ.ಲೋಕಾಯುಕ್ತ ಬಿ.ವೀರಪ್ಪ ವಿಷಾದ (448, 1322, 981, 1350)
ad-bakery-title: ಶ್ರೀರಾಘವೇಂದ್ರ ಬೇಕರಿ (28, 26, 211, 51)
holi-crowd (23, 1866, 575, 2197)
students-headline: ವಿದ್ಯಾರ್ಥಿಗಳಿಗೆ ನಗರ ಸಾರಿಗೆ ಆರಂಭ (1200, 2180, 1421, 2203)
lead-headline-box (326, 379, 1498, 457)
lawyers-col3: ನ್ಯಾಯಾಂಗದಿಂದ ಜನರ ಸಂಕಷ್ಟಗಳಿಗೆ ನ್ಯಾಯ ಒದಗಿಸಿ ಗ್ರಾಮೀಣ ಜನರಿಗೆ ಕಾನೂನಿನ ಅರಿವು ಮೂಡಿಸುವಲ್ಲಿ ವಕೀಲರು ಶ್ರಮಿಸಬೇಕಿದೆ. ಗ್ರಾಮಾಂತರ ಪ್ರದೇಶದಲ್ಲಿ ಹೆಚ್ಚಿನ ಕಾನೂನು ಅರಿವು, ನೆರವು ಕಾರ್ಯಕ್ರಮಗಳನ್ನು ಆಯೋಜಿಸಿ ಕಾನೂನು ಜ್ಞಾನವನ್ನು ಹೆಚ್ಚಿಸಬೇಕಿದೆ. ನ್ಯಾಯ ಕೊಡಿಸುವ ಕೆಲಸ ಮಾಡಿ ಅದರ ಕರ್ತವ್ಯ. ಬೇರೆ ಇರುತ್ತದೆ. ನ್ಯಾಯ ಪಡೆದ ಕುಟುಂಬ ನಿಮ್ಮನ್ನು ದೇವರಂತೆ ಕಾಣುತ್ತಾರೆ. ಇಂತಹ ಗೌರವ ಕಾಪಾಡಿಕೊಳ್ಳಿ. ಇದಕ್ಕಿಂತ ಬೇರೆ ವರಮಾನ ಬೇಕಾಗಿಲ್ಲ ಎಂದು ವಕೀಲರ ನ್ಯಾಯಾಂಗದ ಕರ್ತವ್ಯ ನೈತಿಕತೆ ಕಾಪಾಡಿಕೊಳ್ಳಬೇಕು. ಶಾಸಕಾಂಗ, ಕಾರ್ಯಾಂಗದ ವೈಫಲ್ಯದಿಂದ ಜನರು ಅನಿವಾರ್ಯವಾಗಿ ನ್ಯಾಯಾಂಗದ ಕಡೆಗೆ ಬರುತ್ತಾರೆ. ವಕೀಲರು ಜನರ ನ್ಯಾಯಕ್ಕಾಗಿ ಕೆಲಸ ಮಾಡಬೇಕು. ಸಾಮಾಜಿಕ ಬದ್ಧತೆ ಅಳವಡಿಸಿಕೊಳ್ಳಬೇಕು ಎಂದರು. ಈ ವೇಳೆ ನ್ಯಾಯಾಧೀಶರಾದ ಅಬ್ದುಲ್ (848, 1710, 1105, 1946)
ad-line: ಬೇಕ್ಕರಿಗಳು ಹಾಗೂ (126, 92, 188, 103)
lead-col1 (325, 541, 578, 675)
sidebox-waste-title: ನಗರಸಭೆ ಘನತ್ಯಾಜ್ಯ ವಿಲೇವಾರಿ ಘಟಕಕ್ಕೆ ಭೇಟಿ; (1206, 794, 1482, 820)
hospital-headline-box (1122, 1793, 1498, 1897)
founder-name: ಸಮಾಜಸೇವಾ ಭಾರ್ಗವ ಎಸ್.ಎಂ.ಪ್ರಕಾಶ್ (214, 286, 403, 302)
dam-table (30, 593, 306, 718)
sidebox-jail-text: ಹೊಸಪೇಟೆ ನಗರದ ಉಪಕಾರಾಗೃಹಕ್ಕೆ ಭೇಟಿ ನೀಡಿದ ಉಪಲೋಕಾಯುಕ್ತರು ಜೈಲಿನಲ್ಲಿರುವ ವಿಚಾರಣಾಧೀನ ಕೈದಿಗಳಿಗೆ ನೀಡಲಾಗುತ್ತಿರುವ ಆಹಾರ, ಕುಡಿಯುವ ನೀರು ಮತ್ತು ಕೈದಿಯ ಪರವಾಗಿ ವಾದ ಮಾಡಲು ನೇಮಕ ಮಾಡಿಕೊಂಡಿರುವ ವಕೀಲರುಗಳ ಬಗ್ಗೆ ಮಾಹಿತಿ ಪಡೆದು, ವಿಚಾರಣಾಧೀನ ಕೈದಿಗಳಲ್ಲಿಯೂ ವಕೀಲರನ್ನು ನೇಮಕ ಮಾಡಿಕೊಂಡಿಲ್ಲ ಎಂದಾಗ ಸರ್ಕಾರಿ ವಕೀಲರನ್ನು ನೇಮಕ ಮಾಡಲು ಜೈಲು ಅಧಿಕಾರಿಗಳಿಗೆ ಸೂಚನೆ ನೀಡಿದರು. (1195, 572, 1495, 673)
editor-label: ಸಂಪಾದಕರು (581, 261, 627, 275)
hospital-headline: ಗರ್ಭಪಾತ : ದೂರು ದಾಖಲು (1199, 1846, 1422, 1873)
probe-byline: ಹೊಸಪೇಟೆ ಟೈಮ್ಸ್ ನ್ಯೂಸ್ ವಿಜಯನಗರ(ಹೊಸಪೇಟೆ): (1123, 1510, 1345, 1524)
